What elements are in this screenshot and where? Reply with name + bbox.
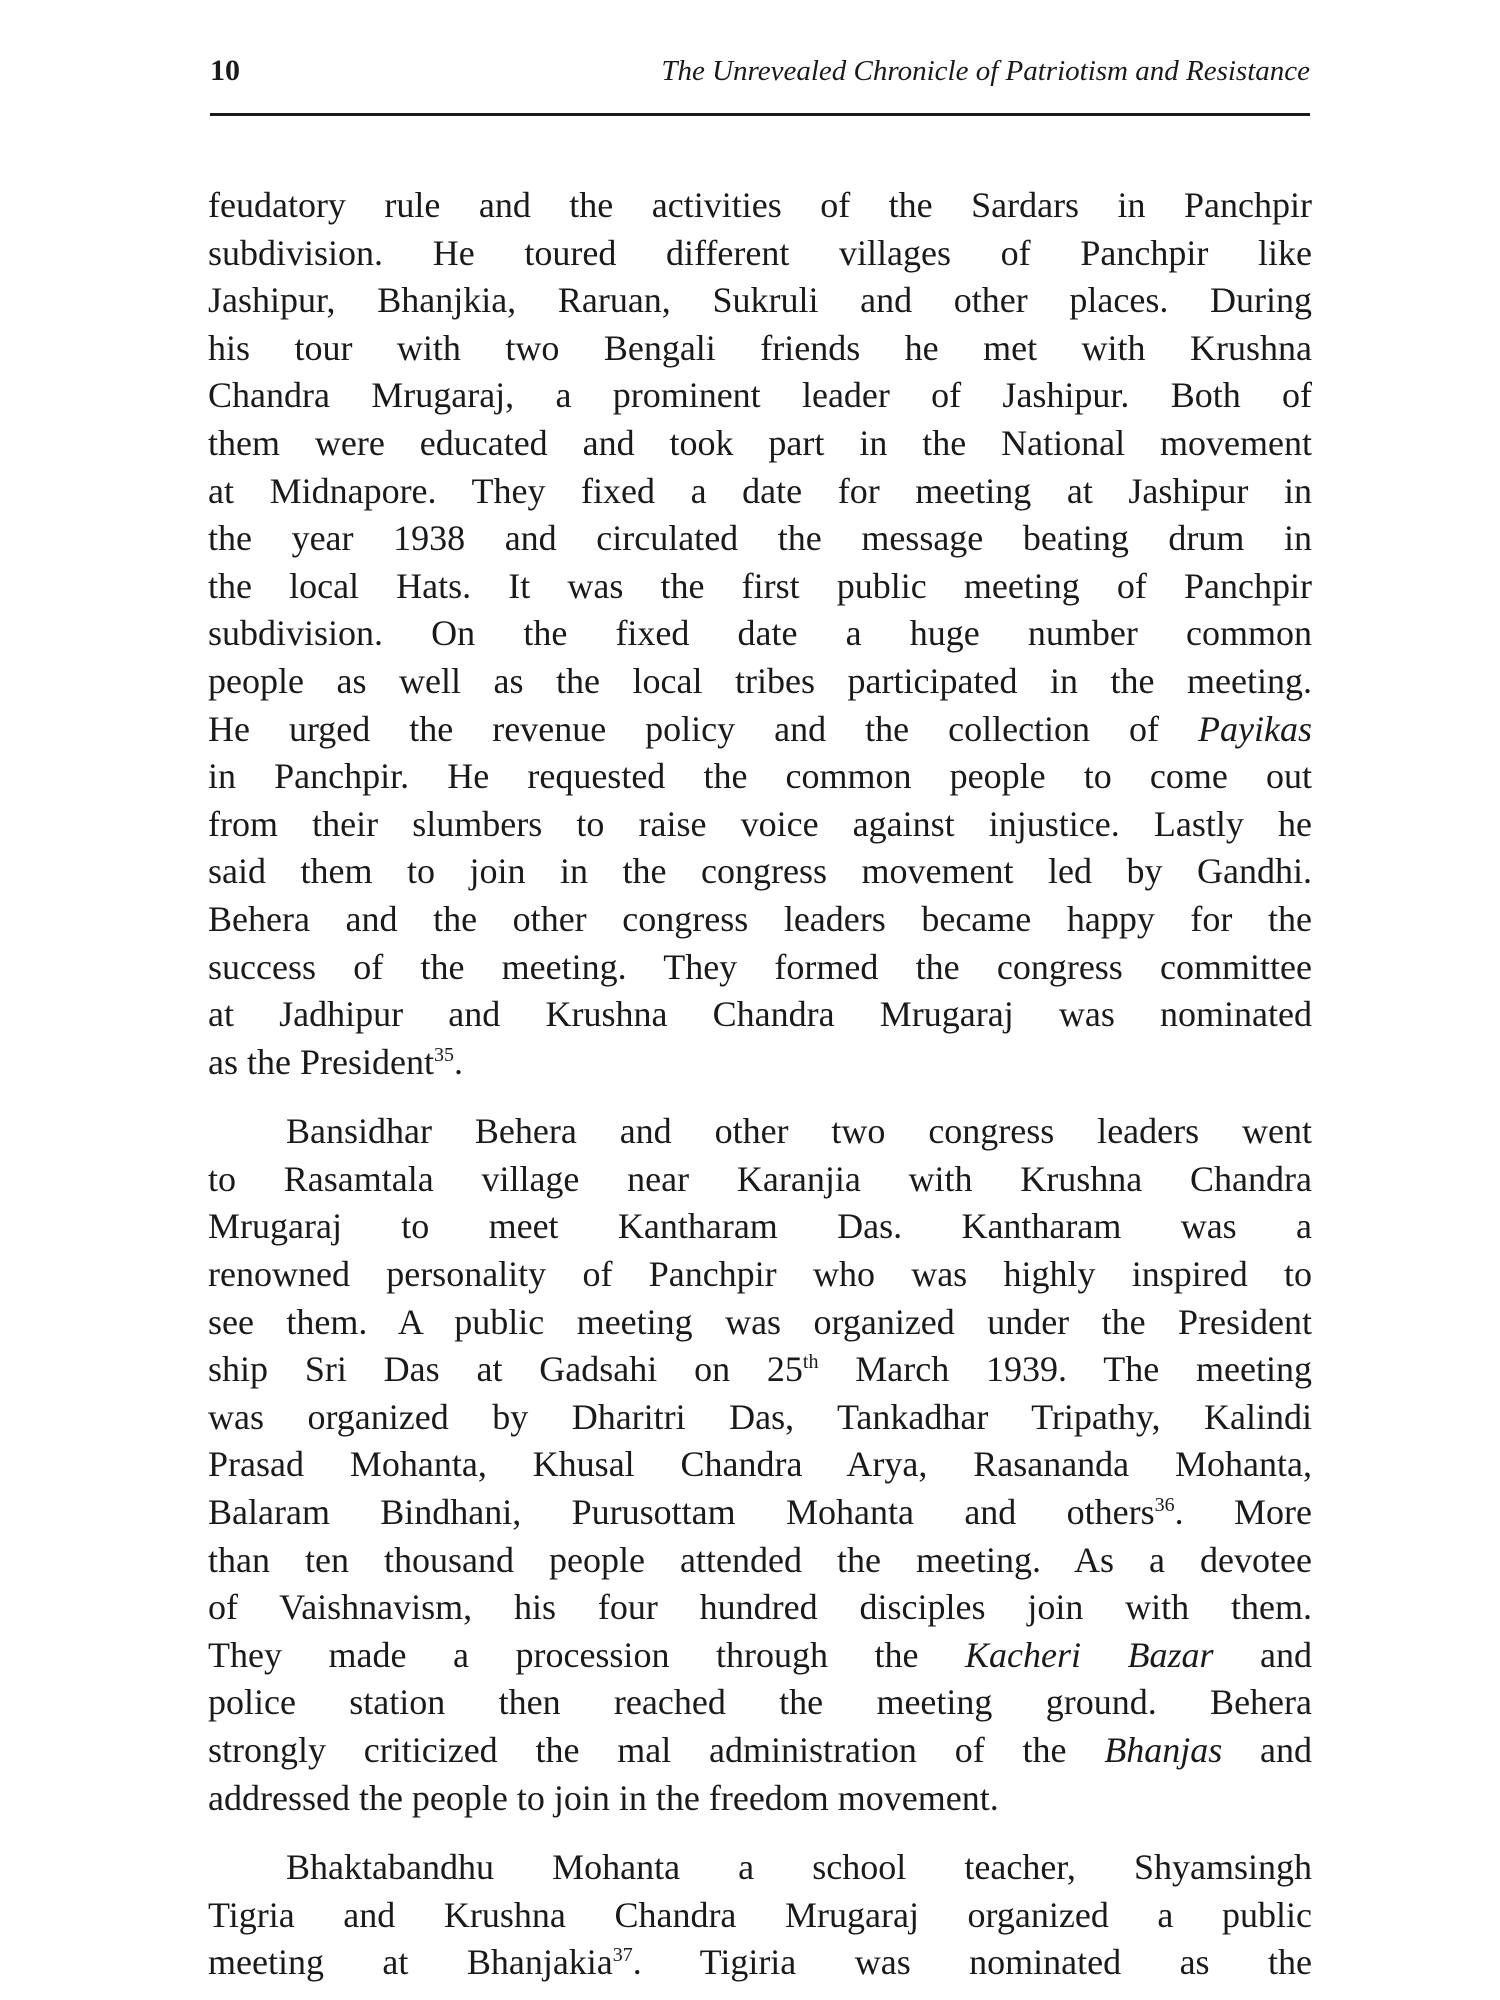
- text-line: [208, 1727, 1312, 1775]
- text-line: people as well as the local tribes participated in the meeting.: [208, 660, 1312, 701]
- text-line: was organized by Dharitri Das, Tankadhar Tripathy, Kalindi: [208, 1396, 1312, 1437]
- text-line: in Panchpir. He requested the common people to come out: [208, 756, 1312, 797]
- text-line: see them. A public meeting was organized under the President: [208, 1301, 1312, 1342]
- text-line: [208, 706, 1312, 754]
- text-fragment: . Tigiria was nominated as the: [632, 1942, 1312, 1983]
- text-line: to Rasamtala village near Karanjia with Krushna Chandra: [208, 1158, 1312, 1199]
- ordinal-suffix: th: [802, 1351, 819, 1374]
- text-fragment: meeting at Bhanjakia: [208, 1942, 613, 1983]
- text-line: [208, 1039, 1312, 1087]
- text-line: his tour with two Bengali friends he met with Krushna: [208, 327, 1312, 368]
- text-fragment: ship Sri Das at Gadsahi on 25: [208, 1349, 803, 1390]
- running-title: The Unrevealed Chronicle of Patriotism and Resistance: [661, 55, 1310, 87]
- text-line: Bansidhar Behera and other two congress leaders went: [286, 1111, 1312, 1152]
- paragraph-2: [208, 1108, 1312, 1822]
- text-fragment: .: [453, 1041, 463, 1082]
- paragraph-3: [208, 1844, 1312, 1987]
- text-fragment: and: [1213, 1634, 1312, 1675]
- italic-term: Payikas: [1198, 708, 1312, 749]
- italic-term: Kacheri Bazar: [964, 1634, 1214, 1675]
- text-line: [208, 1346, 1312, 1394]
- text-line: subdivision. On the fixed date a huge number common: [208, 613, 1312, 654]
- text-fragment: March 1939. The meeting: [818, 1349, 1312, 1390]
- text-fragment: Balaram Bindhani, Purusottam Mohanta and others: [208, 1492, 1155, 1533]
- text-line: them were educated and took part in the National movement: [208, 422, 1312, 463]
- text-line: feudatory rule and the activities of the Sardars in Panchpir: [208, 185, 1312, 225]
- footnote-ref: 35: [433, 1043, 454, 1066]
- text-line: [208, 1939, 1312, 1987]
- text-line: Mrugaraj to meet Kantharam Das. Kantharam was a: [208, 1206, 1312, 1247]
- text-line: at Jadhipur and Krushna Chandra Mrugaraj was nominated: [208, 994, 1312, 1035]
- text-line: Tigria and Krushna Chandra Mrugaraj organized a public: [208, 1894, 1312, 1935]
- text-fragment: He urged the revenue policy and the collection of: [208, 708, 1160, 749]
- text-line: the local Hats. It was the first public meeting of Panchpir: [208, 565, 1312, 606]
- page-header: [210, 48, 1310, 98]
- footnote-ref: 37: [612, 1944, 633, 1967]
- text-line: than ten thousand people attended the meeting. As a devotee: [208, 1539, 1312, 1580]
- text-line: success of the meeting. They formed the congress committee: [208, 946, 1312, 987]
- text-line: renowned personality of Panchpir who was highly inspired to: [208, 1254, 1312, 1295]
- text-line: Chandra Mrugaraj, a prominent leader of Jashipur. Both of: [208, 375, 1312, 416]
- paragraph-1: [208, 182, 1312, 1086]
- text-fragment: . More: [1174, 1492, 1312, 1533]
- paragraph-gap: [208, 1822, 1312, 1844]
- text-line: Bhaktabandhu Mohanta a school teacher, Shyamsingh: [286, 1847, 1312, 1888]
- text-line: of Vaishnavism, his four hundred disciples join with them.: [208, 1587, 1312, 1628]
- text-line: subdivision. He toured different villages of Panchpir like: [208, 232, 1312, 273]
- text-fragment: as the President: [208, 1041, 434, 1082]
- text-line: addressed the people to join in the freedom movement.: [208, 1777, 999, 1818]
- text-line: at Midnapore. They fixed a date for meeting at Jashipur in: [208, 470, 1312, 511]
- text-line: police station then reached the meeting ground. Behera: [208, 1682, 1312, 1723]
- text-line: Prasad Mohanta, Khusal Chandra Arya, Rasananda Mohanta,: [208, 1444, 1312, 1485]
- footnote-ref: 36: [1154, 1494, 1175, 1517]
- text-line: Jashipur, Bhanjkia, Raruan, Sukruli and other places. During: [208, 280, 1312, 321]
- text-line: [208, 1489, 1312, 1537]
- text-line: Behera and the other congress leaders became happy for the: [208, 898, 1312, 939]
- text-line: [208, 1632, 1312, 1680]
- header-rule: [210, 113, 1310, 116]
- italic-term: Bhanjas: [1104, 1730, 1223, 1770]
- text-fragment: and: [1222, 1730, 1313, 1770]
- paragraph-gap: [208, 1086, 1312, 1108]
- text-line: from their slumbers to raise voice against injustice. Lastly he: [208, 803, 1312, 844]
- text-line: said them to join in the congress movement led by Gandhi.: [208, 851, 1312, 892]
- text-line: the year 1938 and circulated the message beating drum in: [208, 518, 1312, 559]
- text-fragment: They made a procession through the: [208, 1634, 919, 1675]
- body-text: [208, 182, 1312, 1987]
- page-number: 10: [210, 54, 240, 87]
- text-fragment: strongly criticized the mal administration of the: [208, 1730, 1067, 1770]
